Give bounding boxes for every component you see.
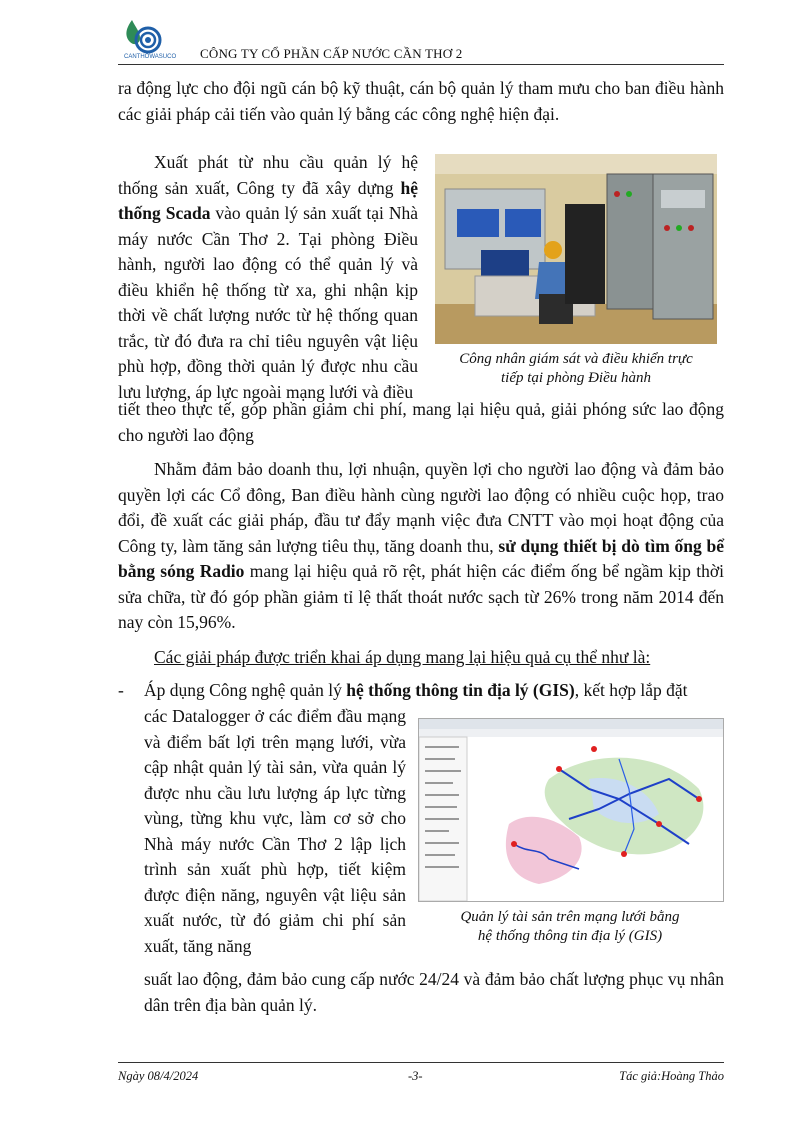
logo-text: CANTHOWASUCO (124, 54, 177, 60)
figure2-caption: Quản lý tài sản trên mạng lưới bằng hệ thống thông tin địa lý (GIS) (460, 909, 680, 944)
control-room-image (435, 154, 717, 344)
bullet-gis-firstline: - Áp dụng Công nghệ quản lý hệ thống thông tin địa lý (GIS), kết hợp lắp đặt (118, 678, 724, 704)
bullet-dash: - (118, 680, 124, 700)
paragraph-scada-continued: tiết theo thực tế, góp phần giảm chi phí, mang lại hiệu quả, giải phóng sức lao động cho người lao động (118, 399, 724, 445)
paragraph-radio: Nhằm đảm bảo doanh thu, lợi nhuận, quyền lợi cho người lao động và đảm bảo quyền lợi các Cổ đông, Ban điều hành cùng người lao động có nhiều cuộc họp, trao đổi, đề xuất các giải pháp, đầu tư đẩy mạnh việc đưa CNTT vào mọi hoạt động của Công ty, làm tăng sản lượng tiêu thụ, tăng doanh thu, sử dụng thiết bị dò tìm ống bể bằng sóng Radio mang lại hiệu quả rõ rệt, phát hiện các điểm ống bể ngầm kịp thời sửa chữa, từ đó góp phần giảm tỉ lệ thất thoát nước sạch từ 26% trong năm 2014 đến nay còn 15,96%. (118, 459, 724, 632)
figure1-caption: Công nhân giám sát và điều khiển trực tiếp tại phòng Điều hành (459, 351, 693, 386)
bullet-gis-body: các Datalogger ở các điểm đầu mạng và điểm bất lợi trên mạng lưới, vừa cập nhật quản lý tài sản, vừa quản lý được nhu cầu lưu lượng áp lực từng vùng, từng khu vực, làm cơ sở cho Nhà máy nước Cần Thơ 2 lập lịch trình sản xuất phù hợp, tiết kiệm được điện năng, nguyên vật liệu sản xuất nước, từ đó giảm chi phí sản xuất, tăng năng (144, 706, 406, 956)
company-logo (118, 16, 188, 60)
paragraph-scada: Xuất phát từ nhu cầu quản lý hệ thống sản xuất, Công ty đã xây dựng hệ thống Scada vào quản lý sản xuất tại Nhà máy nước Cần Thơ 2. Tại phòng Điều hành, người lao động có thể quản lý và điều khiển hệ thống từ xa, ghi nhận kịp thời về chất lượng nước từ hệ thống quan trắc, từ đó đưa ra chỉ tiêu nguyên vật liệu phù hợp, đồng thời quản lý được nhu cầu lưu lượng, áp lực ngoài mạng lưới và điều (118, 152, 418, 402)
page-header (118, 14, 724, 65)
footer-author: Tác giả:Hoàng Thảo (619, 1069, 724, 1083)
control-room-photo (435, 154, 717, 344)
page-footer (118, 1062, 724, 1087)
bullet-gis-continued: suất lao động, đảm bảo cung cấp nước 24/24 và đảm bảo chất lượng phục vụ nhân dân trên địa bàn quản lý. (144, 969, 724, 1015)
company-name: CÔNG TY CỔ PHẦN CẤP NƯỚC CẦN THƠ 2 (200, 46, 463, 61)
gis-image (419, 719, 723, 901)
solutions-heading: Các giải pháp được triển khai áp dụng mang lại hiệu quả cụ thể như là: (154, 647, 651, 667)
page-number: -3- (408, 1069, 423, 1083)
paragraph-intro: ra động lực cho đội ngũ cán bộ kỹ thuật, cán bộ quản lý tham mưu cho ban điều hành các giải pháp cải tiến vào quản lý bằng các công nghệ hiện đại. (118, 78, 724, 124)
gis-screenshot (418, 718, 724, 902)
footer-date: Ngày 08/4/2024 (118, 1069, 199, 1083)
